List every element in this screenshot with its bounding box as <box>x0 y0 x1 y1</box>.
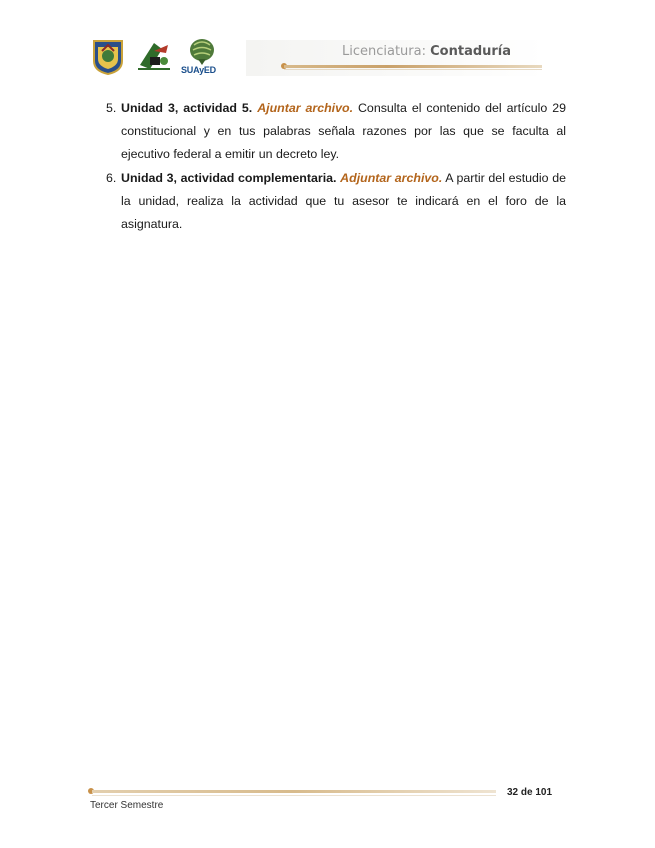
suayed-label: SUAyED <box>181 65 216 75</box>
item-description: Consulta el contenido del artículo 29 constitucional y en tus palabras señala razones por las que se faculta al ejecutivo federal a emitir un decreto ley. <box>121 101 566 162</box>
program-name: Contaduría <box>430 44 512 59</box>
list-item <box>100 97 566 167</box>
program-banner <box>246 40 544 76</box>
activity-list <box>100 97 566 236</box>
program-prefix: Licenciatura: <box>342 44 431 59</box>
unam-seal-logo <box>92 39 124 75</box>
banner-rule-thin <box>284 69 542 70</box>
item-description: A partir del estudio de la unidad, realiza la actividad que tu asesor te indicará en el foro de la asignatura. <box>121 170 567 232</box>
attach-file-link: Adjuntar archivo. <box>340 170 443 185</box>
page-number: 32 de 101 <box>507 787 553 798</box>
item-number: 6. <box>106 170 117 185</box>
footer-rule-thin <box>92 795 496 796</box>
attach-file-link: Ajuntar archivo. <box>257 101 354 115</box>
header-logos <box>92 37 222 77</box>
program-title <box>342 44 511 59</box>
footer-rule <box>92 790 496 793</box>
item-heading: Unidad 3, actividad 5. <box>121 101 253 115</box>
banner-rule <box>284 65 542 68</box>
list-item <box>100 167 566 237</box>
item-number: 5. <box>106 101 117 115</box>
semester-label: Tercer Semestre <box>90 800 164 811</box>
item-heading: Unidad 3, actividad complementaria. <box>121 170 337 185</box>
fca-logo <box>136 39 172 71</box>
